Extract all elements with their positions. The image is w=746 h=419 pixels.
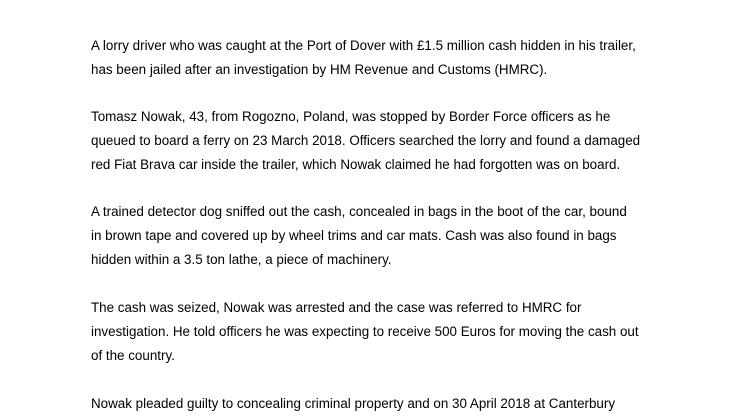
paragraph-detector-dog: [91, 200, 691, 272]
text-line: has been jailed after an investigation by HM Revenue and Customs (HMRC).: [91, 62, 548, 77]
text-line: of the country.: [91, 348, 175, 363]
text-line: A lorry driver who was caught at the Port of Dover with £1.5 million cash hidden in his trailer,: [91, 38, 636, 53]
text-line: hidden within a 3.5 ton lathe, a piece of machinery.: [91, 252, 392, 267]
text-line: in brown tape and covered up by wheel trims and car mats. Cash was also found in bags: [91, 228, 617, 243]
paragraph-cash-seized: [91, 296, 691, 368]
paragraph-nowak-stopped: [91, 105, 691, 177]
text-line: Tomasz Nowak, 43, from Rogozno, Poland, was stopped by Border Force officers as he: [91, 109, 611, 124]
text-line: queued to board a ferry on 23 March 2018. Officers searched the lorry and found a damaged: [91, 133, 641, 148]
text-line: A trained detector dog sniffed out the cash, concealed in bags in the boot of the car, bound: [91, 204, 627, 219]
paragraph-guilty-plea: [91, 392, 691, 416]
text-line: investigation. He told officers he was expecting to receive 500 Euros for moving the cash out: [91, 324, 639, 339]
text-line: Nowak pleaded guilty to concealing criminal property and on 30 April 2018 at Canterbury: [91, 396, 616, 411]
text-line: red Fiat Brava car inside the trailer, which Nowak claimed he had forgotten was on board.: [91, 157, 621, 172]
text-line: The cash was seized, Nowak was arrested and the case was referred to HMRC for: [91, 300, 582, 315]
paragraph-lorry-driver-jailed: [91, 34, 691, 82]
